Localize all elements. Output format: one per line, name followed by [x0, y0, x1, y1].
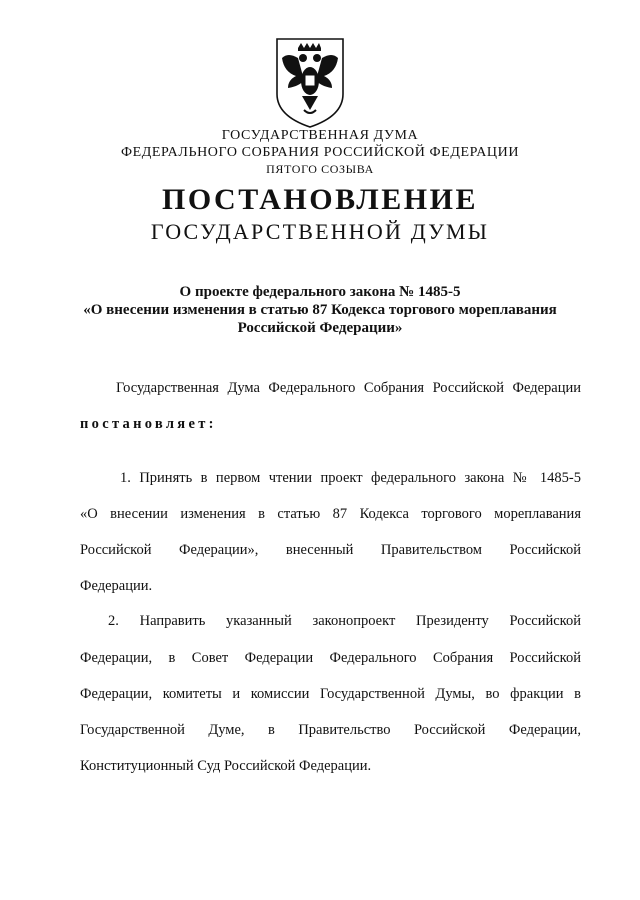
item-1-line: «О внесении изменения в статью 87 Кодекса торгового мореплавания [80, 506, 581, 522]
header-line-duma: ГОСУДАРСТВЕННАЯ ДУМА [221, 128, 419, 143]
item-2-line: Конституционный Суд Российской Федерации. [80, 758, 372, 774]
preamble-text: Государственная Дума Федерального Собрания Российской Федерации [116, 380, 581, 396]
coat-of-arms-emblem [274, 36, 346, 130]
item-2-line: Федерации, в Совет Федерации Федерального Собрания Российской [80, 650, 581, 666]
item-2-line: Федерации, комитеты и комиссии Государственной Думы, во фракции в [80, 686, 581, 702]
document-subject [60, 283, 580, 337]
item-2-line: 2. Направить указанный законопроект Президенту Российской [108, 613, 581, 629]
item-1-line: 1. Принять в первом чтении проект федерального закона № 1485-5 [120, 470, 581, 486]
header-line-convocation: ПЯТОГО СОЗЫВА [266, 162, 374, 176]
header-line-federal-assembly: ФЕДЕРАЛЬНОГО СОБРАНИЯ РОССИЙСКОЙ ФЕДЕРАЦИИ [120, 145, 520, 160]
document-title: ПОСТАНОВЛЕНИЕ [162, 183, 478, 216]
subject-line: О проекте федерального закона № 1485-5 [179, 284, 461, 300]
item-1-line: Российской Федерации», внесенный Правительством Российской [80, 542, 581, 558]
subject-line: Российской Федерации» [237, 320, 403, 336]
subject-line: «О внесении изменения в статью 87 Кодекса торгового мореплавания [83, 302, 557, 318]
item-2-line: Государственной Думе, в Правительство Российской Федерации, [80, 722, 581, 738]
document-subtitle: ГОСУДАРСТВЕННОЙ ДУМЫ [150, 219, 490, 244]
resolves-word: постановляет: [80, 416, 217, 432]
item-1-line: Федерации. [80, 578, 153, 594]
